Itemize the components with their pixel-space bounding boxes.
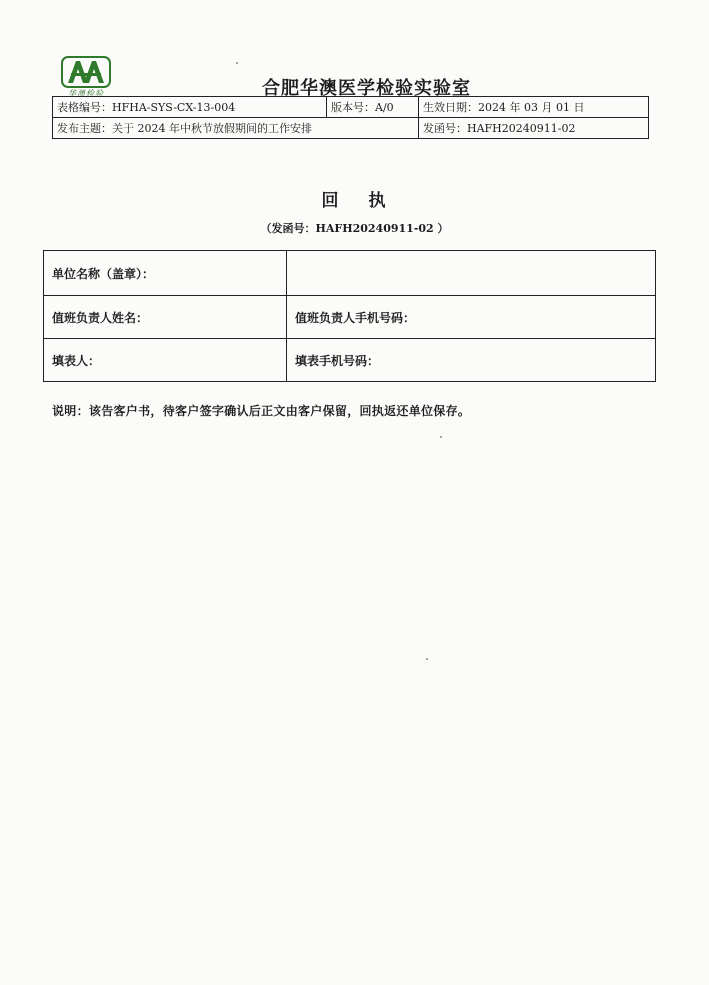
logo-text: 华澳检验 [68, 89, 104, 98]
unit-name-field[interactable] [287, 251, 656, 296]
table-row [44, 339, 656, 382]
receipt-table [43, 250, 656, 382]
note-text: 说明：该告客户书，待客户签字确认后正文由客户保留，回执返还单位保存。 [52, 404, 471, 418]
title-char-1: 回 [321, 191, 341, 211]
table-row [44, 296, 656, 339]
lab-logo [58, 55, 114, 99]
version-number: 版本号：A/0 [327, 97, 419, 118]
scan-speck [426, 658, 428, 660]
publish-subject: 发布主题：关于 2024 年中秋节放假期间的工作安排 [53, 118, 419, 139]
lab-name: 合肥华澳医学检验实验室 [262, 78, 471, 99]
duty-head-name-label[interactable]: 值班负责人姓名： [44, 296, 287, 339]
scan-speck [236, 62, 238, 64]
filler-label[interactable]: 填表人： [44, 339, 287, 382]
title-char-2: 执 [368, 191, 388, 211]
table-row [44, 251, 656, 296]
duty-head-phone-label[interactable]: 值班负责人手机号码： [287, 296, 656, 339]
letter-number: 发函号：HAFH20240911-02 [419, 118, 649, 139]
effective-date: 生效日期：2024 年 03 月 01 日 [419, 97, 649, 118]
unit-name-label: 单位名称（盖章）： [44, 251, 287, 296]
scan-speck [440, 436, 442, 438]
title-letter-number: （发函号：HAFH20240911-02 ） [260, 222, 449, 235]
form-number: 表格编号：HFHA-SYS-CX-13-004 [53, 97, 327, 118]
filler-phone-label[interactable]: 填表手机号码： [287, 339, 656, 382]
logo-mark-icon [58, 55, 114, 89]
header-table [52, 96, 649, 139]
page-title [0, 186, 709, 211]
